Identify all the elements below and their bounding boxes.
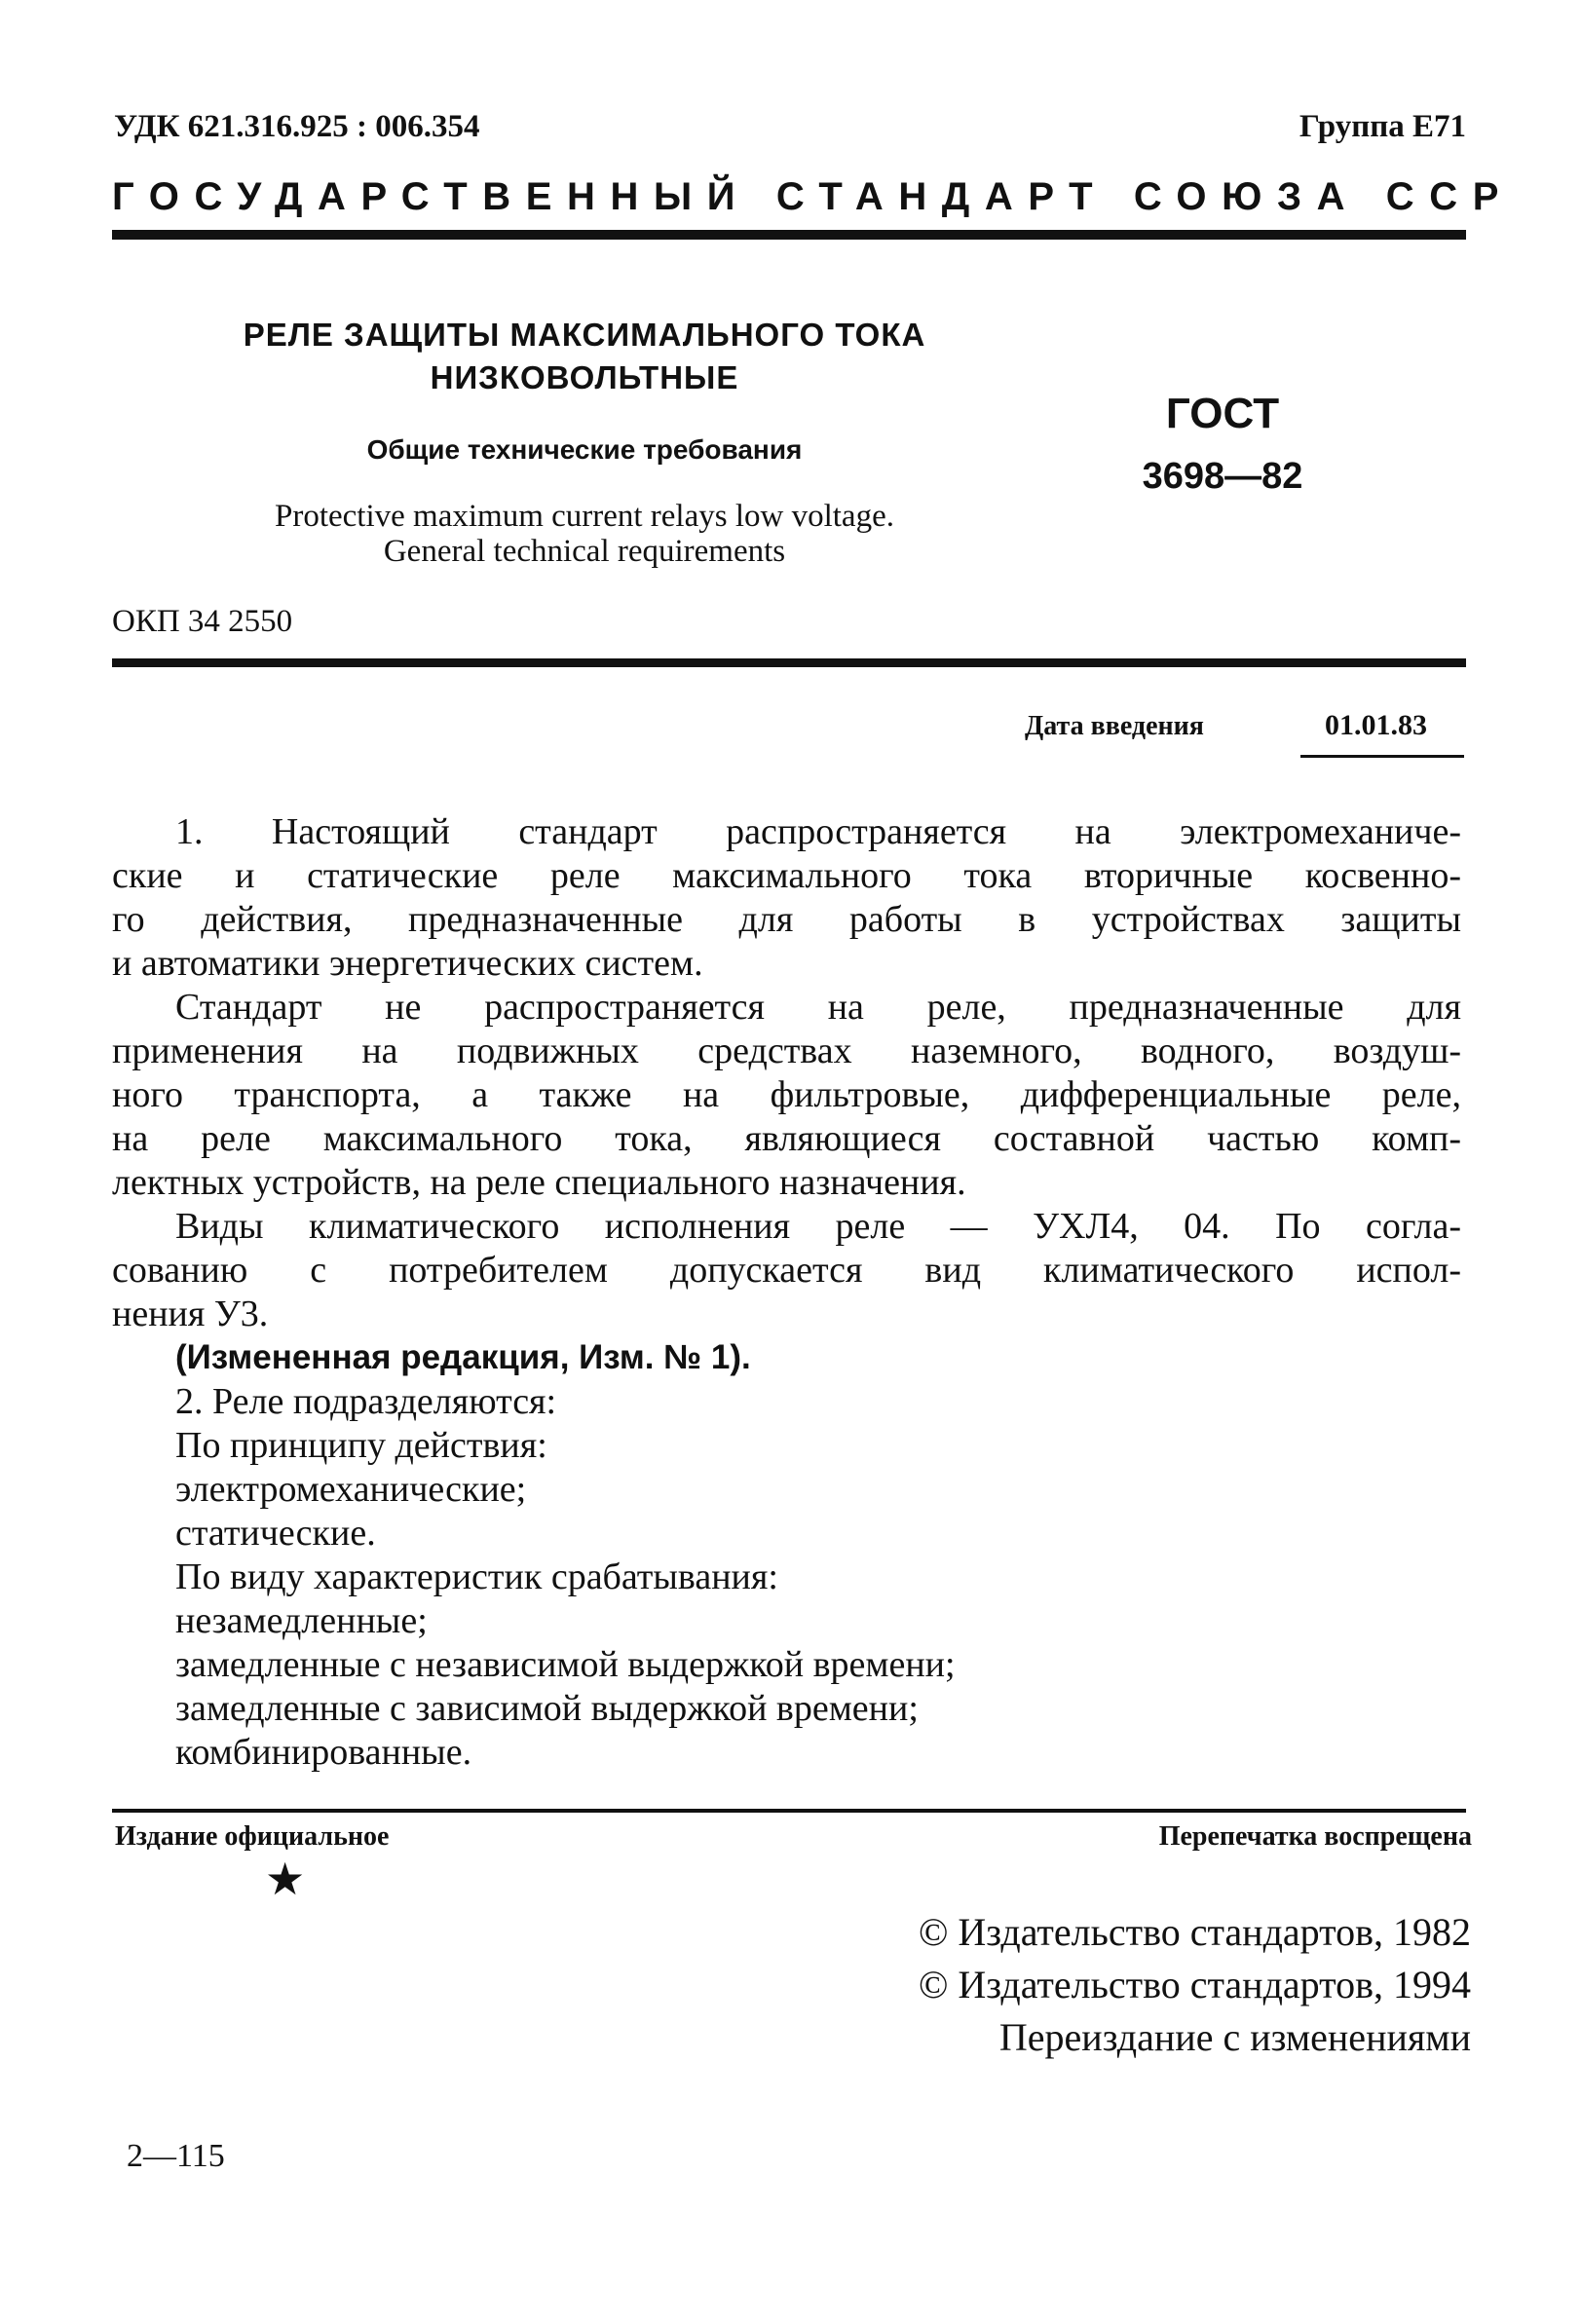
subtitle: Общие технические требования: [366, 434, 803, 465]
list-item: По виду характеристик срабатывания:: [175, 1556, 778, 1597]
amended-note: (Измененная редакция, Изм. № 1).: [175, 1338, 751, 1376]
list-item: статические.: [175, 1513, 376, 1554]
body-line: нения У3.: [112, 1293, 269, 1334]
reprint-prohibited: Перепечатка воспрещена: [1158, 1821, 1472, 1852]
copyright-1994: © Издательство стандартов, 1994: [918, 1963, 1471, 2006]
body-line: го действия, предназначенные для работы в устройствах защиты: [112, 899, 1461, 940]
list-item: замедленные с зависимой выдержкой времени;: [175, 1688, 919, 1729]
star-icon: ★: [265, 1855, 306, 1904]
body-line: лектных устройств, на реле специального назначения.: [112, 1162, 966, 1203]
state-standard-heading: ГОСУДАРСТВЕННЫЙ СТАНДАРТ СОЮЗА ССР: [112, 175, 1515, 218]
body-line: применения на подвижных средствах наземного, водного, воздуш-: [112, 1031, 1461, 1071]
english-title-line-2: General technical requirements: [383, 534, 786, 569]
intro-date-value: 01.01.83: [1325, 709, 1427, 741]
group-code: Группа Е71: [1299, 109, 1466, 144]
gost-label: ГОСТ: [1165, 390, 1280, 437]
gost-number: 3698—82: [1142, 456, 1303, 497]
udk-code: УДК 621.316.925 : 006.354: [114, 109, 480, 144]
list-item: электромеханические;: [175, 1469, 527, 1510]
okp-code: ОКП 34 2550: [112, 604, 293, 639]
intro-date-underline: [1300, 755, 1464, 758]
list-item: незамедленные;: [175, 1600, 428, 1641]
list-item: комбинированные.: [175, 1732, 472, 1773]
intro-date-label: Дата введения: [1025, 711, 1204, 741]
copyright-1982: © Издательство стандартов, 1982: [918, 1910, 1471, 1954]
footer-rule: [112, 1809, 1466, 1813]
list-item: 2. Реле подразделяются:: [175, 1381, 557, 1422]
page-code: 2—115: [127, 2138, 225, 2174]
body-line: сованию с потребителем допускается вид климатического испол-: [112, 1250, 1461, 1291]
english-title-line-1: Protective maximum current relays low voltage.: [275, 499, 894, 534]
list-item: По принципу действия:: [175, 1425, 547, 1466]
body-line: ские и статические реле максимального тока вторичные косвенно-: [112, 855, 1461, 896]
reissue-note: Переиздание с изменениями: [998, 2015, 1471, 2059]
body-line: Стандарт не распространяется на реле, предназначенные для: [175, 987, 1461, 1028]
title-rule: [112, 658, 1466, 667]
body-line: 1. Настоящий стандарт распространяется на электромеханиче-: [175, 811, 1461, 852]
title-line-1: РЕЛЕ ЗАЩИТЫ МАКСИМАЛЬНОГО ТОКА: [243, 317, 926, 353]
title-line-2: НИЗКОВОЛЬТНЫЕ: [430, 359, 739, 395]
header-rule: [112, 230, 1466, 240]
body-line: и автоматики энергетических систем.: [112, 943, 703, 984]
body-line: Виды климатического исполнения реле — УХЛ4, 04. По согла-: [175, 1206, 1461, 1247]
body-line: ного транспорта, а также на фильтровые, дифференциальные реле,: [112, 1074, 1461, 1115]
body-line: на реле максимального тока, являющиеся составной частью комп-: [112, 1118, 1461, 1159]
official-edition: Издание официальное: [115, 1821, 390, 1852]
list-item: замедленные с независимой выдержкой времени;: [175, 1644, 956, 1685]
